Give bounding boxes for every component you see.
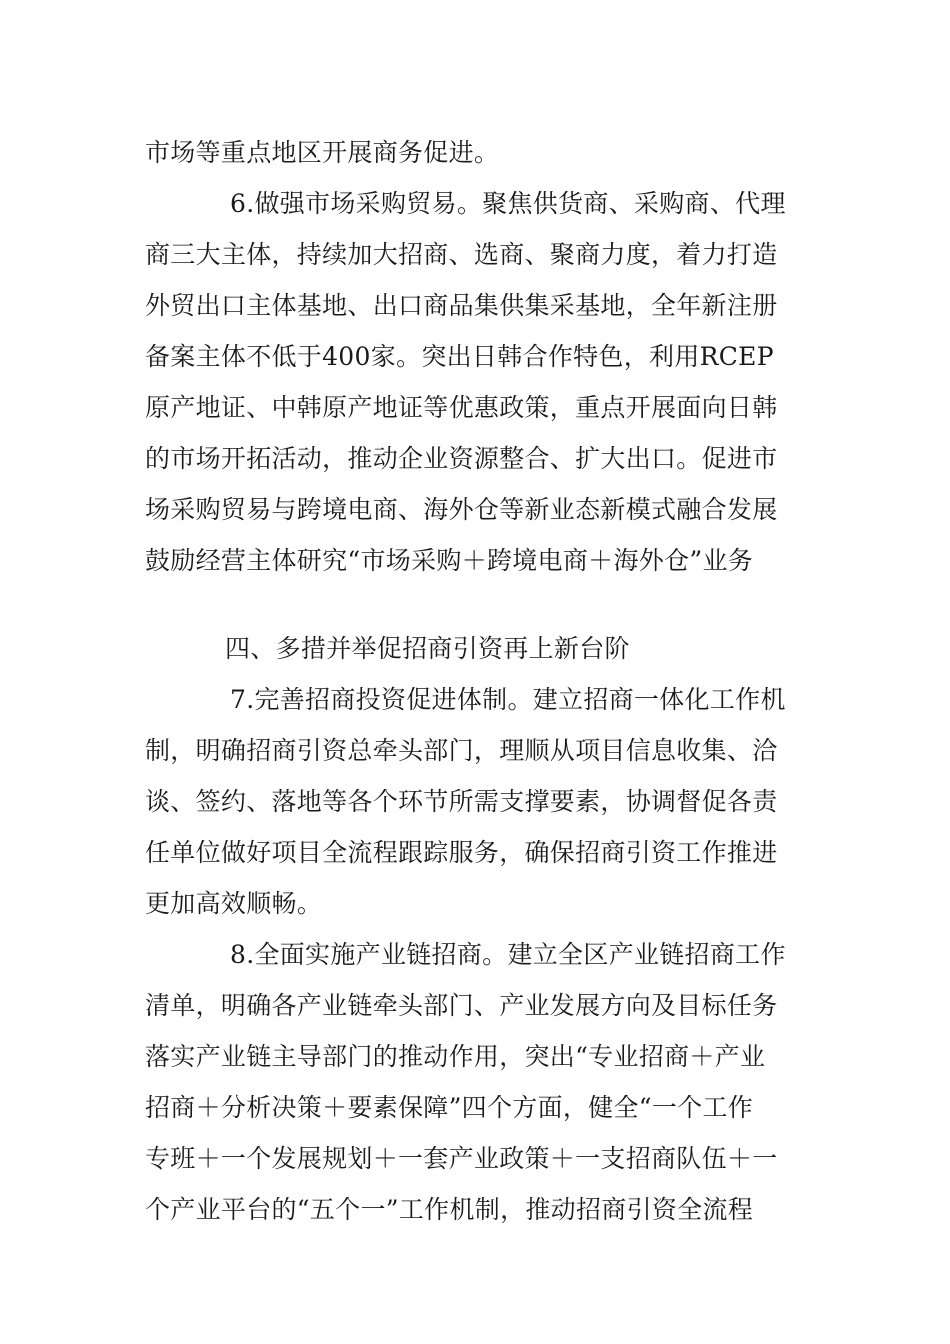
paragraph-line: 个产业平台的“五个一”工作机制，推动招商引资全流程 — [145, 1195, 754, 1224]
paragraph-line: 任单位做好项目全流程跟踪服务，确保招商引资工作推进 — [145, 838, 778, 867]
paragraph-line: 外贸出口主体基地、出口商品集供集采基地，全年新注册 — [145, 291, 778, 320]
paragraph-line: 专班＋一个发展规划＋一套产业政策＋一支招商队伍＋一 — [145, 1144, 778, 1173]
paragraph-6-first-line: 6.做强市场采购贸易。聚焦供货商、采购商、代理 — [230, 189, 786, 218]
section-heading: 四、多措并举促招商引资再上新台阶 — [225, 634, 630, 663]
paragraph-line: 的市场开拓活动，推动企业资源整合、扩大出口。促进市 — [145, 444, 778, 473]
paragraph-8-first-line: 8.全面实施产业链招商。建立全区产业链招商工作 — [230, 940, 786, 969]
paragraph-7-first-line: 7.完善招商投资促进体制。建立招商一体化工作机 — [230, 685, 786, 714]
paragraph-line: 场采购贸易与跨境电商、海外仓等新业态新模式融合发展 — [145, 495, 778, 524]
paragraph-line: 谈、签约、落地等各个环节所需支撑要素，协调督促各责 — [145, 787, 778, 816]
paragraph-line: 鼓励经营主体研究“市场采购＋跨境电商＋海外仓”业务 — [145, 546, 754, 575]
paragraph-line: 落实产业链主导部门的推动作用，突出“专业招商＋产业 — [145, 1042, 766, 1071]
paragraph-line: 制，明确招商引资总牵头部门，理顺从项目信息收集、洽 — [145, 736, 778, 765]
paragraph-line: 备案主体不低于400家。突出日韩合作特色，利用RCEP — [145, 342, 774, 371]
paragraph-line: 市场等重点地区开展商务促进。 — [145, 138, 500, 167]
paragraph-line: 商三大主体，持续加大招商、选商、聚商力度，着力打造 — [145, 240, 778, 269]
paragraph-line: 原产地证、中韩原产地证等优惠政策，重点开展面向日韩 — [145, 393, 778, 422]
paragraph-line: 更加高效顺畅。 — [145, 889, 323, 918]
paragraph-line: 清单，明确各产业链牵头部门、产业发展方向及目标任务 — [145, 991, 778, 1020]
paragraph-line: 招商＋分析决策＋要素保障”四个方面，健全“一个工作 — [145, 1093, 754, 1122]
